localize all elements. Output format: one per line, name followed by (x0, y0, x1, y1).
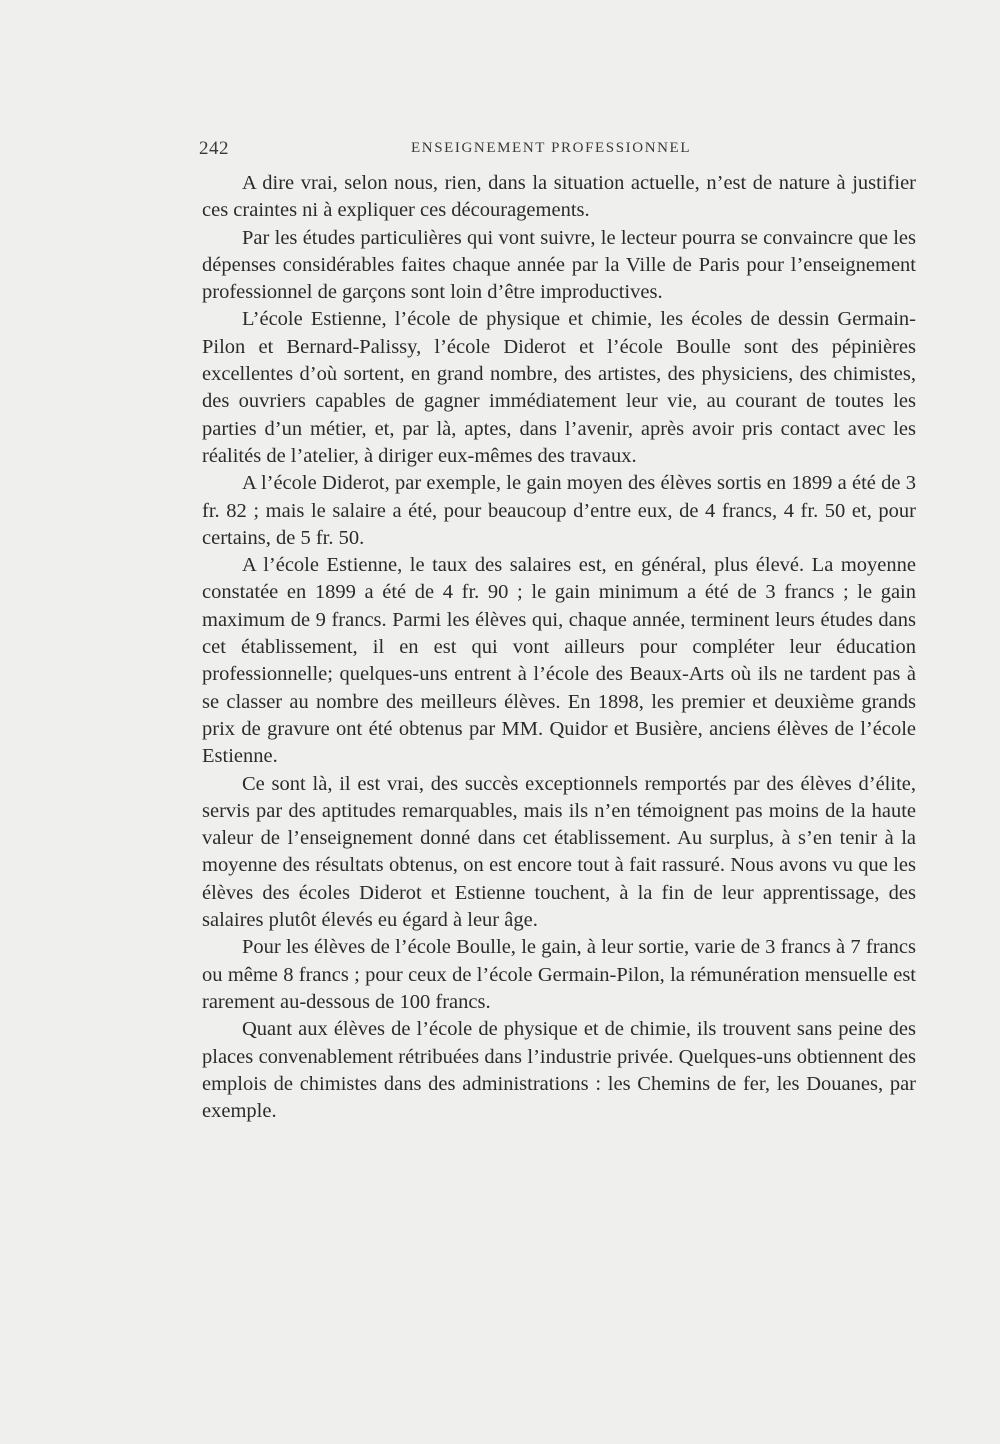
paragraph: A l’école Diderot, par exemple, le gain moyen des élèves sortis en 1899 a été de 3 fr. 82 ; mais le salaire a été, pour beaucoup d’entre eux, de 4 francs, 4 fr. 50 et, pour certains, de 5 fr. 50. (202, 472, 916, 549)
running-title: ENSEIGNEMENT PROFESSIONNEL (411, 140, 692, 156)
paragraph: Ce sont là, il est vrai, des succès exceptionnels remportés par des élèves d’élite, servis par des aptitudes remarquables, mais ils n’en témoignent pas moins de la haute valeur de l’enseignement donné dans cet établissement. Au surplus, à s’en tenir à la moyenne des résultats obtenus, on est encore tout à fait rassuré. Nous avons vu que les élèves des écoles Diderot et Estienne touchent, à la fin de leur apprentissage, des salaires plutôt élevés eu égard à leur âge. (202, 772, 916, 932)
paragraph: L’école Estienne, l’école de physique et chimie, les écoles de dessin Germain-Pilon et Bernard-Palissy, l’école Diderot et l’école Boulle sont des pépinières excellentes d’où sortent, en grand nombre, des artistes, des physiciens, des chimistes, des ouvriers capables de gagner immédiatement leur vie, au courant de toutes les parties d’un métier, et, par là, aptes, dans l’avenir, après avoir pris contact avec les réalités de l’atelier, à diriger eux-mêmes des travaux. (202, 308, 916, 467)
page-header (199, 138, 917, 168)
paragraph: Quant aux élèves de l’école de physique et de chimie, ils trouvent sans peine des places convenablement rétribuées dans l’industrie privée. Quelques-uns obtiennent des emplois de chimistes dans des administrations : les Chemins de fer, les Douanes, par exemple. (202, 1018, 916, 1123)
paragraph: A dire vrai, selon nous, rien, dans la situation actuelle, n’est de nature à justifier ces craintes ni à expliquer ces découragements. (202, 172, 916, 222)
body-text (202, 170, 916, 1125)
paragraph: Par les études particulières qui vont suivre, le lecteur pourra se convaincre que les dépenses considérables faites chaque année par la Ville de Paris pour l’enseignement professionnel de garçons sont loin d’être improductives. (202, 226, 916, 304)
paragraph: A l’école Estienne, le taux des salaires est, en général, plus élevé. La moyenne constatée en 1899 a été de 4 fr. 90 ; le gain minimum a été de 3 francs ; le gain maximum de 9 francs. Parmi les élèves qui, chaque année, terminent leurs études dans cet établissement, il en est qui vont ailleurs pour compléter leur éducation professionnelle; quelques-uns entrent à l’école des Beaux-Arts où ils ne tardent pas à se classer au nombre des meilleurs élèves. En 1898, les premier et deuxième grands prix de gravure ont été obtenus par MM. Quidor et Busière, anciens élèves de l’école Estienne. (202, 554, 916, 768)
page-number: 242 (199, 138, 229, 159)
paragraph: Pour les élèves de l’école Boulle, le gain, à leur sortie, varie de 3 francs à 7 francs ou même 8 francs ; pour ceux de l’école Germain-Pilon, la rémunération mensuelle est rarement au-dessous de 100 francs. (202, 936, 916, 1013)
